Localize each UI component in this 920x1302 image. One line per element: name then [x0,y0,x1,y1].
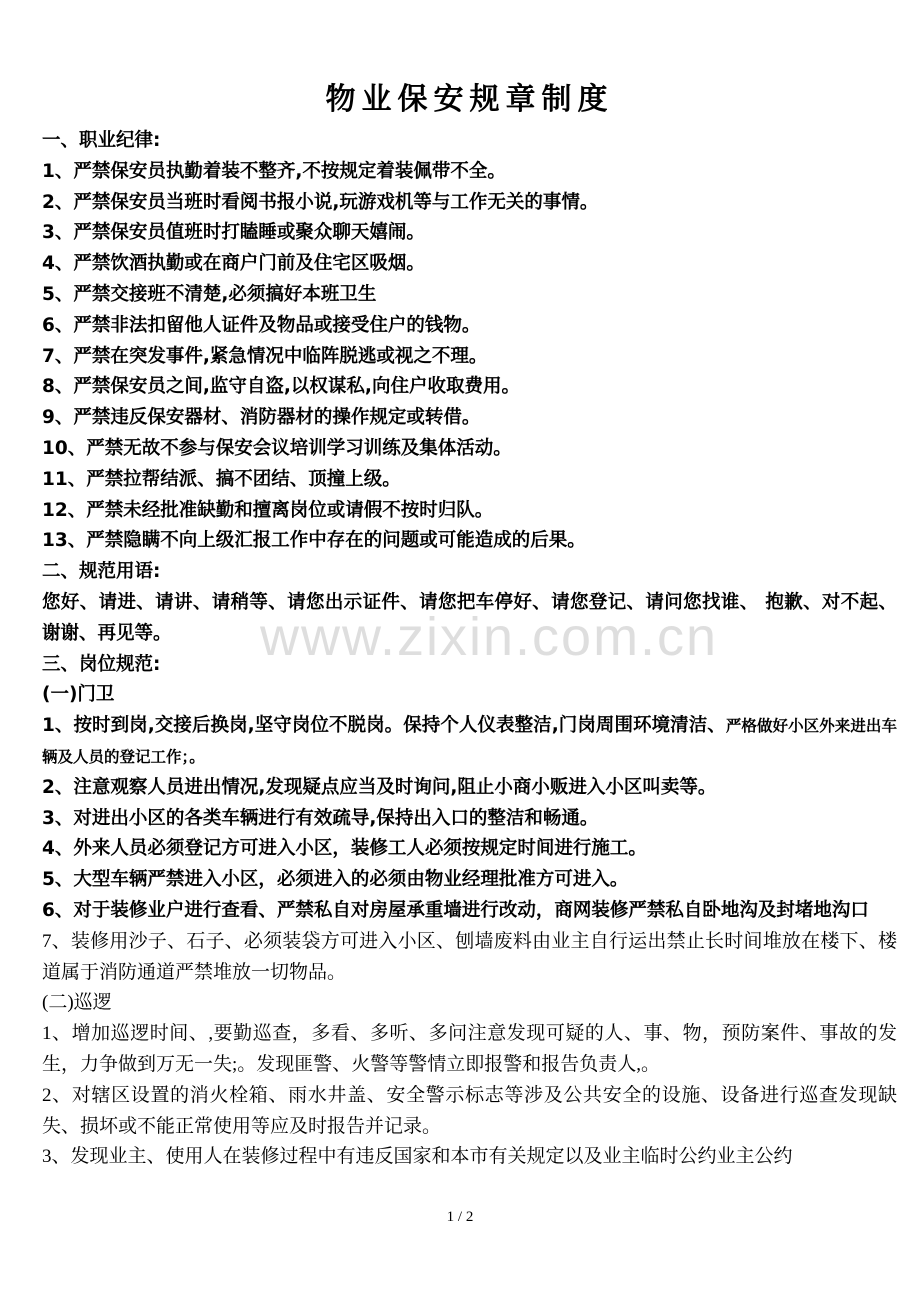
section-heading-language: 二、规范用语: [42,561,161,583]
discipline-item: 9、严禁违反保安器材、消防器材的操作规定或转借。 [42,407,481,429]
language-text: 您好、请进、请讲、请稍等、请您出示证件、请您把车停好、请您登记、请问您找谁、 抱歉、对不起、谢谢、再见等。 [42,591,897,644]
document-title: 物业保安规章制度 [325,82,614,117]
discipline-item: 12、严禁未经批准缺勤和擅离岗位或请假不按时归队。 [42,499,494,521]
discipline-item: 7、严禁在突发事件,紧急情况中临阵脱逃或视之不理。 [42,345,488,367]
page-number: 1 / 2 [446,1209,474,1225]
discipline-item: 5、严禁交接班不清楚,必须搞好本班卫生 [42,283,377,305]
patrol-item: 3、发现业主、使用人在装修过程中有违反国家和本市有关规定以及业主临时公约业主公约 [42,1146,793,1168]
discipline-item: 6、严禁非法扣留他人证件及物品或接受住户的钱物。 [42,314,481,336]
patrol-item: 2、对辖区设置的消火栓箱、雨水井盖、安全警示标志等涉及公共安全的设施、设备进行巡查发现缺失、损坏或不能正常使用等应及时报告并记录。 [42,1084,897,1137]
subsection-heading-patrol: (二)巡逻 [42,992,112,1014]
guard-item-7: 7、装修用沙子、石子、必须装袋方可进入小区、刨墙废料由业主自行运出禁止长时间堆放在楼下、楼道属于消防通道严禁堆放一切物品。 [42,930,897,983]
guard-item-1-note: 严格做好小区外来进出车辆及人员的登记工作；。 [42,717,897,766]
subsection-heading-guard: (一)门卫 [42,684,115,706]
guard-item-1 [42,711,897,773]
guard-item: 2、注意观察人员进出情况,发现疑点应当及时询问,阻止小商小贩进入小区叫卖等。 [42,776,717,798]
discipline-item: 3、严禁保安员值班时打瞌睡或聚众聊天嬉闹。 [42,222,425,244]
section-heading-post: 三、岗位规范: [42,653,161,675]
document-page [42,80,897,1173]
discipline-item: 11、严禁拉帮结派、搞不团结、顶撞上级。 [42,468,401,490]
discipline-item: 10、严禁无故不参与保安会议培训学习训练及集体活动。 [42,437,512,459]
discipline-item: 8、严禁保安员之间,监守自盗,以权谋私,向住户收取费用。 [42,376,520,398]
discipline-item: 13、严禁隐瞒不向上级汇报工作中存在的问题或可能造成的后果。 [42,530,586,552]
watermark: www.zixin.com.cn [260,607,719,667]
section-heading-discipline: 一、职业纪律: [42,130,161,151]
discipline-item: 4、严禁饮酒执勤或在商户门前及住宅区吸烟。 [42,253,425,275]
discipline-item: 2、严禁保安员当班时看阅书报小说,玩游戏机等与工作无关的事情。 [42,191,599,213]
guard-item: 4、外来人员必须登记方可进入小区，装修工人必须按规定时间进行施工。 [42,838,647,860]
discipline-item: 1、严禁保安员执勤着装不整齐,不按规定着装佩带不全。 [42,160,506,182]
guard-item: 3、对进出小区的各类车辆进行有效疏导,保持出入口的整洁和畅通。 [42,807,599,829]
guard-item-1-main: 1、按时到岗,交接后换岗,坚守岗位不脱岗。保持个人仪表整洁,门岗周围环境清洁、 [42,715,726,737]
guard-item: 6、对于装修业户进行查看、严禁私自对房屋承重墙进行改动，商网装修严禁私自卧地沟及封堵地沟口 [42,899,869,921]
guard-item: 5、大型车辆严禁进入小区，必须进入的必须由物业经理批准方可进入。 [42,869,629,891]
patrol-item: 1、增加巡逻时间、,要勤巡查，多看、多听、多问注意发现可疑的人、事、物，预防案件、事故的发生，力争做到万无一失;。发现匪警、火警等警情立即报警和报告负责人,。 [42,1023,897,1075]
